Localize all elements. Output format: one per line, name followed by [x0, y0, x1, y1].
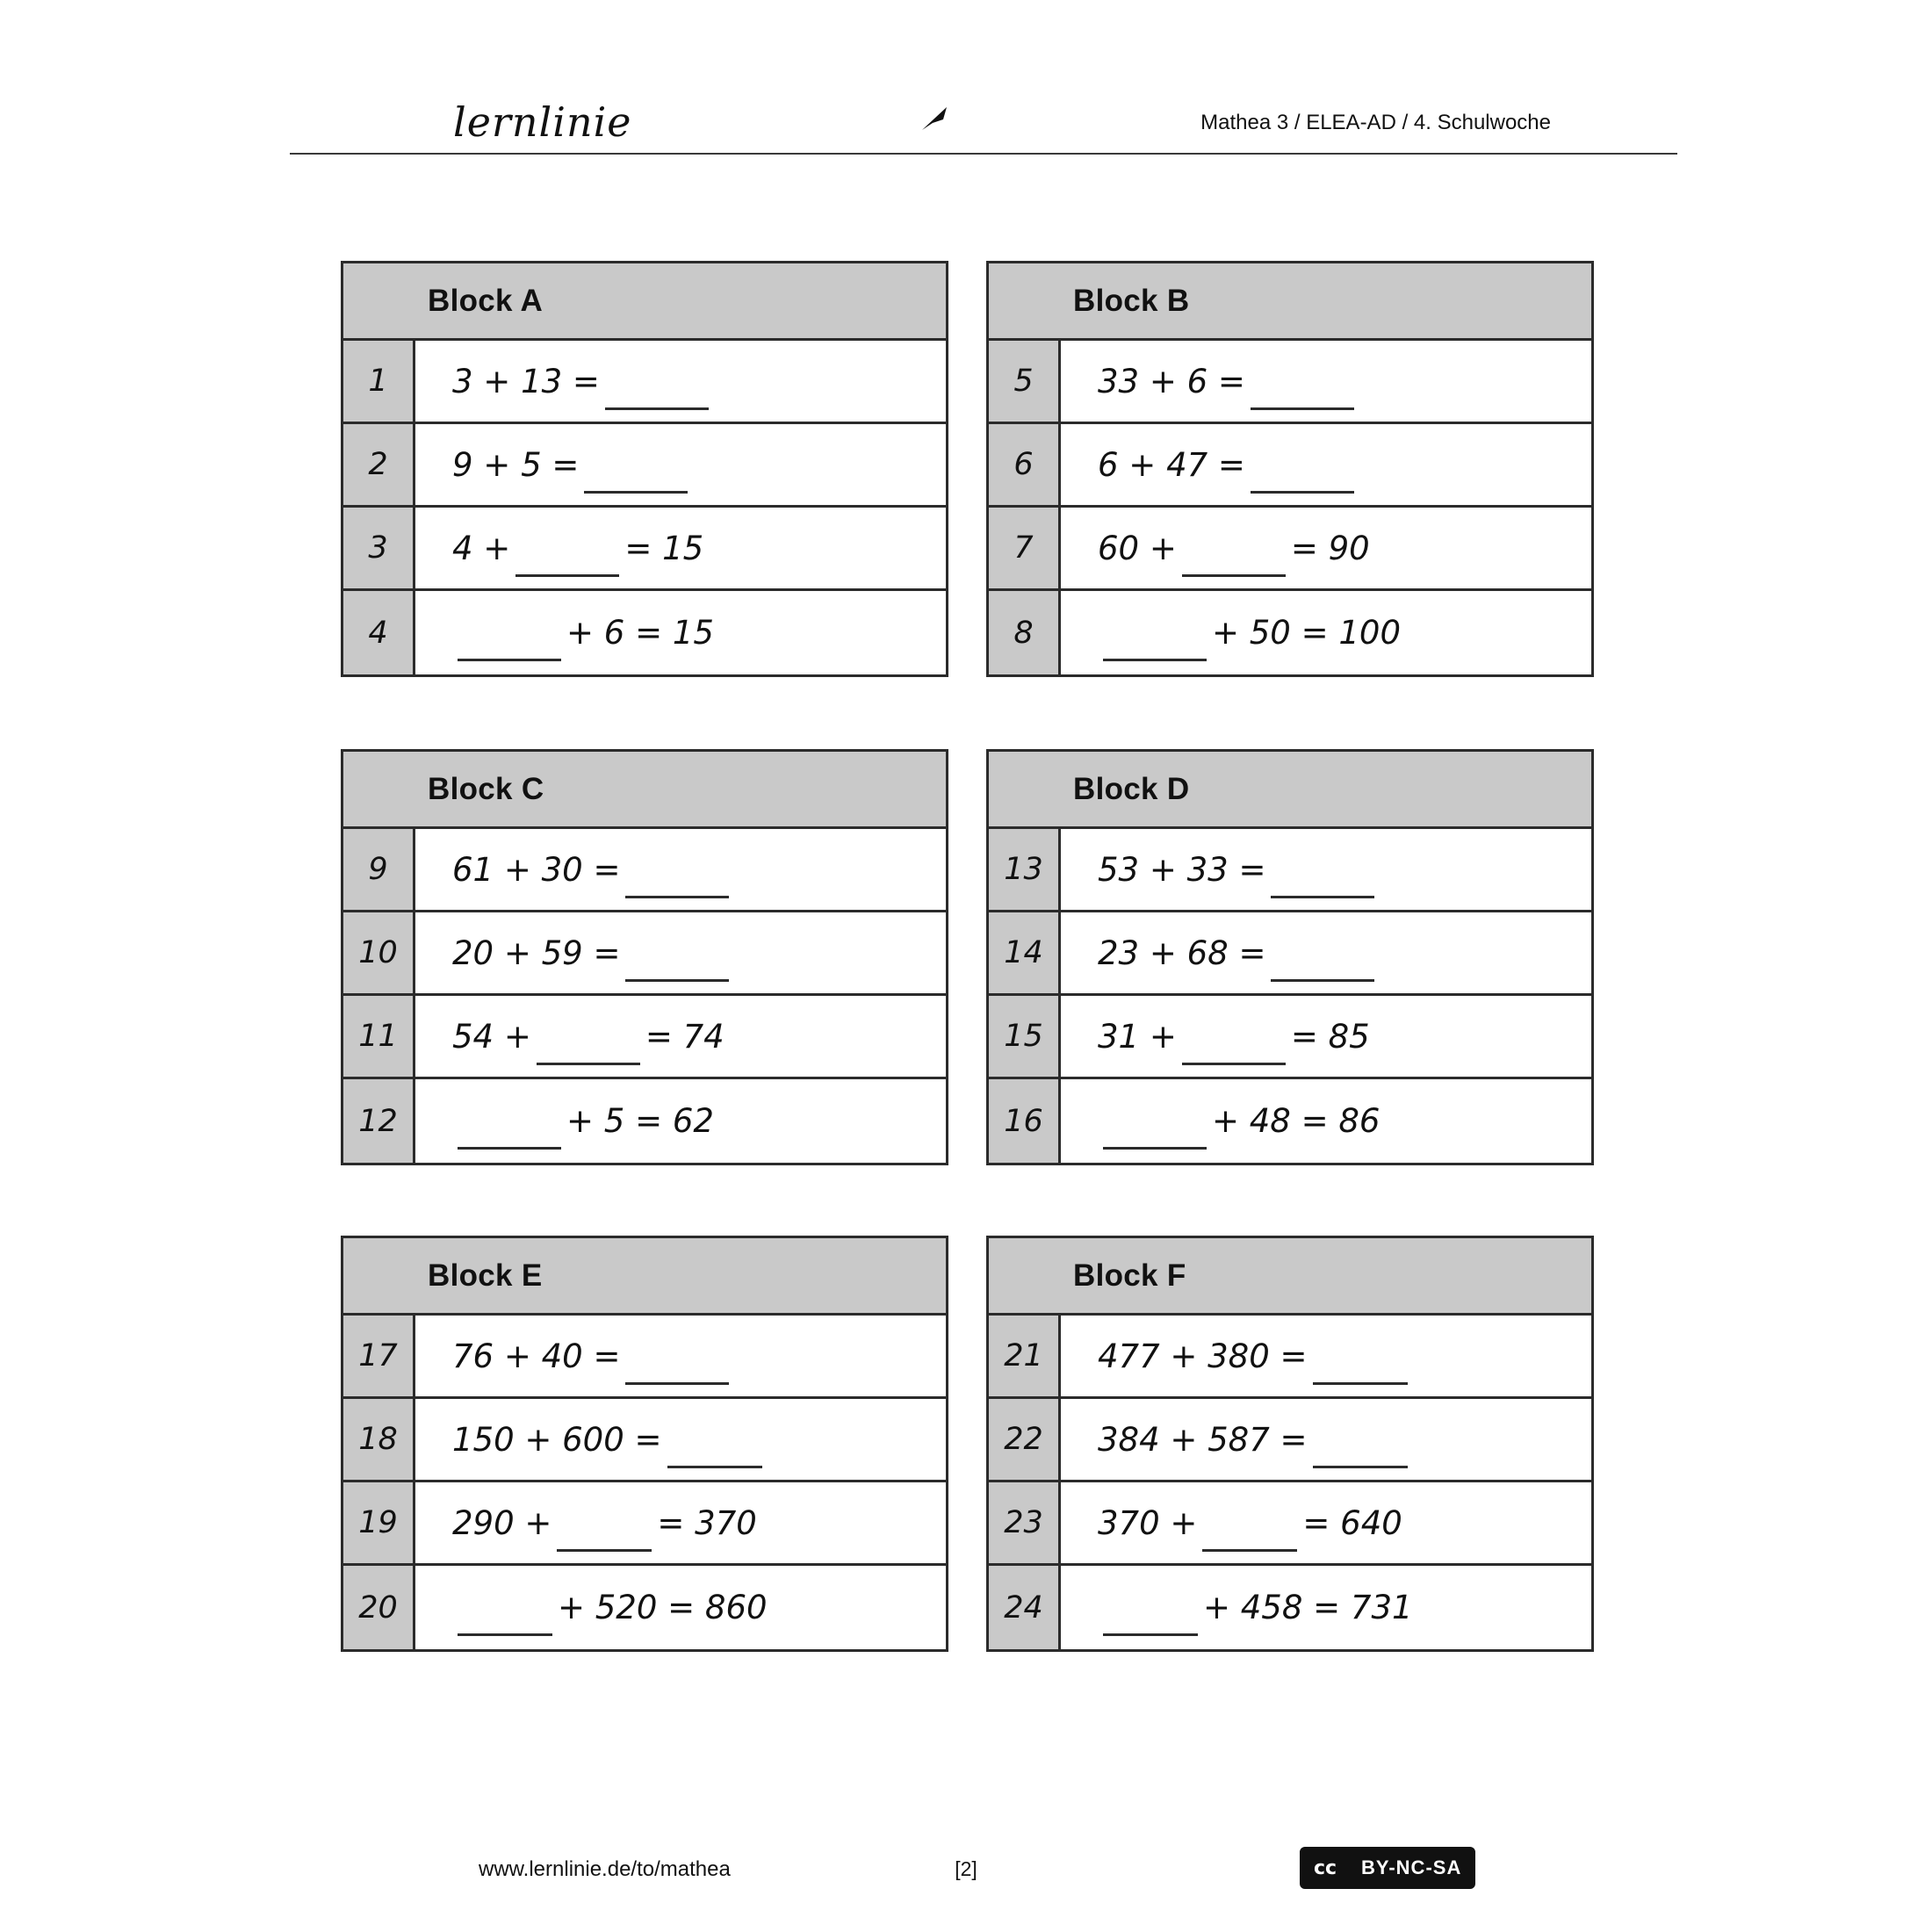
answer-blank[interactable]	[625, 866, 729, 898]
block-f-header	[989, 1238, 1591, 1316]
answer-blank[interactable]	[557, 1519, 652, 1552]
table-row	[343, 829, 946, 912]
table-row	[989, 1399, 1591, 1482]
footer-url[interactable]: www.lernlinie.de/to/mathea	[479, 1857, 731, 1881]
expression-left: 290 +	[452, 1503, 552, 1542]
page-footer	[0, 1849, 1932, 1901]
exercise-cell	[1061, 1079, 1591, 1163]
expression-right: = 370	[657, 1503, 757, 1542]
brand-logo: lernlinie	[439, 98, 646, 146]
table-row	[343, 1399, 946, 1482]
block-d-title: Block D	[1073, 771, 1190, 806]
answer-blank[interactable]	[1182, 1033, 1286, 1065]
table-row	[343, 424, 946, 508]
row-number: 12	[343, 1079, 415, 1163]
expression-right: = 640	[1302, 1503, 1402, 1542]
expression-left: 384 + 587 =	[1098, 1420, 1308, 1459]
expression-left: 6 + 47 =	[1098, 445, 1245, 484]
row-number: 2	[343, 424, 415, 505]
table-row	[343, 1566, 946, 1649]
block-e	[341, 1236, 948, 1652]
answer-blank[interactable]	[458, 629, 561, 661]
expression-right: + 520 = 860	[558, 1589, 768, 1626]
expression-left: 76 + 40 =	[452, 1337, 621, 1375]
block-e-header	[343, 1238, 946, 1316]
block-f	[986, 1236, 1594, 1652]
pen-nib-icon	[920, 104, 950, 133]
expression-left: 9 + 5 =	[452, 445, 580, 484]
exercise-cell	[1061, 341, 1591, 422]
block-d-header	[989, 752, 1591, 829]
cc-icon: cc	[1301, 1849, 1349, 1887]
table-row	[989, 1482, 1591, 1566]
answer-blank[interactable]	[1251, 461, 1354, 494]
table-row	[343, 1316, 946, 1399]
exercise-cell	[415, 1566, 946, 1649]
exercise-cell	[1061, 1566, 1591, 1649]
table-row	[989, 508, 1591, 591]
answer-blank[interactable]	[625, 949, 729, 982]
row-number: 22	[989, 1399, 1061, 1480]
answer-blank[interactable]	[537, 1033, 640, 1065]
answer-blank[interactable]	[584, 461, 688, 494]
row-number: 14	[989, 912, 1061, 993]
table-row	[989, 424, 1591, 508]
block-a-title: Block A	[428, 283, 544, 318]
header-divider	[290, 153, 1677, 155]
expression-left: 54 +	[452, 1017, 531, 1056]
worksheet-title: Mathea 3 / ELEA-AD / 4. Schulwoche	[1188, 111, 1563, 135]
table-row	[343, 1079, 946, 1163]
expression-right: + 6 = 15	[566, 614, 714, 652]
block-b	[986, 261, 1594, 677]
block-e-title: Block E	[428, 1258, 543, 1293]
block-c-title: Block C	[428, 771, 544, 806]
exercise-cell	[415, 1316, 946, 1396]
expression-left: 23 + 68 =	[1098, 934, 1266, 972]
row-number: 23	[989, 1482, 1061, 1563]
row-number: 10	[343, 912, 415, 993]
creative-commons-badge	[1300, 1847, 1475, 1889]
row-number: 5	[989, 341, 1061, 422]
exercise-cell	[415, 996, 946, 1077]
table-row	[989, 912, 1591, 996]
table-row	[989, 1316, 1591, 1399]
exercise-cell	[415, 508, 946, 588]
row-number: 21	[989, 1316, 1061, 1396]
table-row	[989, 996, 1591, 1079]
answer-blank[interactable]	[667, 1436, 762, 1468]
table-row	[989, 1079, 1591, 1163]
expression-right: = 85	[1290, 1017, 1370, 1056]
block-c-header	[343, 752, 946, 829]
row-number: 7	[989, 508, 1061, 588]
expression-left: 150 + 600 =	[452, 1420, 662, 1459]
row-number: 9	[343, 829, 415, 910]
answer-blank[interactable]	[605, 378, 709, 410]
block-c	[341, 749, 948, 1165]
row-number: 24	[989, 1566, 1061, 1649]
exercise-cell	[415, 1079, 946, 1163]
row-number: 6	[989, 424, 1061, 505]
answer-blank[interactable]	[515, 544, 619, 577]
expression-left: 60 +	[1098, 529, 1177, 567]
table-row	[989, 1566, 1591, 1649]
exercise-cell	[1061, 508, 1591, 588]
table-row	[343, 591, 946, 674]
expression-left: 61 + 30 =	[452, 850, 621, 889]
answer-blank[interactable]	[1313, 1352, 1408, 1385]
exercise-cell	[415, 912, 946, 993]
expression-right: + 50 = 100	[1212, 614, 1401, 652]
answer-blank[interactable]	[458, 1117, 561, 1150]
answer-blank[interactable]	[1103, 629, 1207, 661]
expression-left: 33 + 6 =	[1098, 362, 1245, 400]
expression-right: + 458 = 731	[1203, 1589, 1413, 1626]
table-row	[343, 508, 946, 591]
exercise-cell	[415, 1399, 946, 1480]
row-number: 15	[989, 996, 1061, 1077]
exercise-cell	[1061, 912, 1591, 993]
row-number: 16	[989, 1079, 1061, 1163]
exercise-cell	[1061, 591, 1591, 674]
answer-blank[interactable]	[1103, 1117, 1207, 1150]
expression-left: 3 + 13 =	[452, 362, 600, 400]
block-a-header	[343, 263, 946, 341]
table-row	[343, 996, 946, 1079]
answer-blank[interactable]	[458, 1604, 552, 1636]
answer-blank[interactable]	[1271, 949, 1374, 982]
block-a	[341, 261, 948, 677]
block-b-title: Block B	[1073, 283, 1190, 318]
exercise-cell	[415, 424, 946, 505]
answer-blank[interactable]	[1271, 866, 1374, 898]
answer-blank[interactable]	[1103, 1604, 1198, 1636]
page-number: [2]	[955, 1857, 977, 1880]
expression-left: 370 +	[1098, 1503, 1198, 1542]
exercise-cell	[1061, 1399, 1591, 1480]
expression-left: 477 + 380 =	[1098, 1337, 1308, 1375]
answer-blank[interactable]	[1251, 378, 1354, 410]
expression-left: 4 +	[452, 529, 511, 567]
answer-blank[interactable]	[1182, 544, 1286, 577]
table-row	[343, 912, 946, 996]
row-number: 19	[343, 1482, 415, 1563]
expression-right: = 74	[645, 1017, 724, 1056]
table-row	[989, 591, 1591, 674]
exercise-cell	[1061, 1316, 1591, 1396]
answer-blank[interactable]	[625, 1352, 729, 1385]
row-number: 1	[343, 341, 415, 422]
exercise-cell	[415, 591, 946, 674]
table-row	[343, 1482, 946, 1566]
expression-right: = 90	[1290, 529, 1370, 567]
row-number: 13	[989, 829, 1061, 910]
answer-blank[interactable]	[1313, 1436, 1408, 1468]
row-number: 4	[343, 591, 415, 674]
exercise-cell	[1061, 1482, 1591, 1563]
license-label: BY-NC-SA	[1349, 1849, 1474, 1887]
block-f-title: Block F	[1073, 1258, 1186, 1293]
block-d	[986, 749, 1594, 1165]
row-number: 8	[989, 591, 1061, 674]
expression-left: 53 + 33 =	[1098, 850, 1266, 889]
row-number: 18	[343, 1399, 415, 1480]
expression-left: 31 +	[1098, 1017, 1177, 1056]
expression-right: + 5 = 62	[566, 1102, 714, 1140]
exercise-cell	[1061, 424, 1591, 505]
expression-right: + 48 = 86	[1212, 1102, 1381, 1140]
answer-blank[interactable]	[1202, 1519, 1297, 1552]
exercise-cell	[415, 341, 946, 422]
exercise-cell	[1061, 829, 1591, 910]
exercise-cell	[415, 1482, 946, 1563]
exercise-cell	[415, 829, 946, 910]
exercise-cell	[1061, 996, 1591, 1077]
expression-left: 20 + 59 =	[452, 934, 621, 972]
expression-right: = 15	[624, 529, 704, 567]
table-row	[989, 341, 1591, 424]
block-b-header	[989, 263, 1591, 341]
row-number: 17	[343, 1316, 415, 1396]
table-row	[989, 829, 1591, 912]
table-row	[343, 341, 946, 424]
row-number: 3	[343, 508, 415, 588]
row-number: 20	[343, 1566, 415, 1649]
page-header	[290, 98, 1677, 160]
row-number: 11	[343, 996, 415, 1077]
